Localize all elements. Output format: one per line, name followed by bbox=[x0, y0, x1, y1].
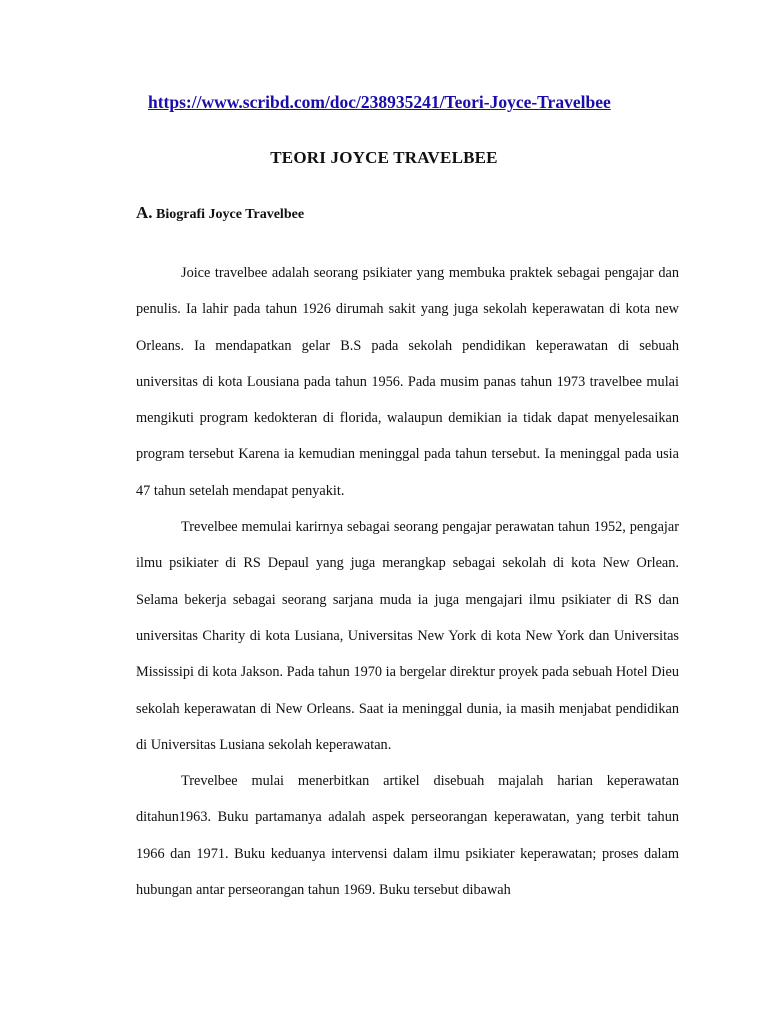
paragraph-1: Joice travelbee adalah seorang psikiater yang membuka praktek sebagai pengajar dan penulis. Ia lahir pada tahun 1926 dirumah sakit yang juga sekolah keperawatan di kota new Orleans. Ia mendapatkan gelar B.S pada sekolah pendidikan keperawatan di sebuah universitas di kota Lousiana pada tahun 1956. Pada musim panas tahun 1973 travelbee mulai mengikuti program kedokteran di florida, walaupun demikian ia tidak dapat menyelesaikan program tersebut Karena ia kemudian meninggal pada tahun tersebut. Ia meninggal pada usia 47 tahun setelah mendapat penyakit. bbox=[136, 265, 679, 499]
body-text bbox=[136, 255, 679, 908]
section-heading-letter: A. bbox=[136, 203, 153, 222]
document-title: TEORI JOYCE TRAVELBEE bbox=[270, 148, 498, 167]
section-heading-text: Biografi Joyce Travelbee bbox=[156, 207, 305, 222]
section-heading bbox=[136, 203, 304, 223]
paragraph-3: Trevelbee mulai menerbitkan artikel disebuah majalah harian keperawatan ditahun1963. Buku partamanya adalah aspek perseorangan keperawatan, yang terbit tahun 1966 dan 1971. Buku keduanya intervensi dalam ilmu psikiater keperawatan; proses dalam hubungan antar perseorangan tahun 1969. Buku tersebut dibawah bbox=[136, 773, 679, 899]
source-link[interactable]: https://www.scribd.com/doc/238935241/Teori-Joyce-Travelbee bbox=[148, 92, 611, 112]
paragraph-2: Trevelbee memulai karirnya sebagai seorang pengajar perawatan tahun 1952, pengajar ilmu psikiater di RS Depaul yang juga merangkap sebagai sekolah di kota New Orlean. Selama bekerja sebagai seorang sarjana muda ia juga mengajari ilmu psikiater di RS dan universitas Charity di kota Lusiana, Universitas New York di kota New York dan Universitas Mississipi di kota Jakson. Pada tahun 1970 ia bergelar direktur proyek pada sebuah Hotel Dieu sekolah keperawatan di New Orleans. Saat ia meninggal dunia, ia masih menjabat pendidikan di Universitas Lusiana sekolah keperawatan. bbox=[136, 519, 679, 753]
